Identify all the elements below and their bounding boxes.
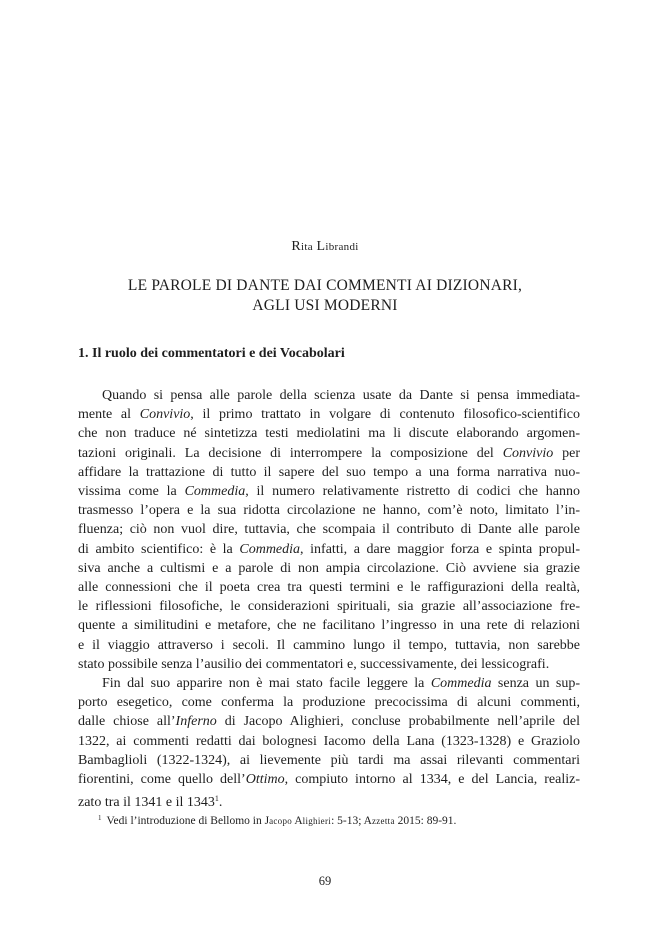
footnote-reference[interactable]: 1 bbox=[214, 794, 219, 804]
text-line: zato tra il 1341 e il 1343$^1$. bbox=[78, 794, 223, 811]
text-line: quente a similitudini e metafore, che ne facilitano l’ingresso in una rete di relazioni bbox=[78, 618, 580, 634]
page-number: 69 bbox=[318, 874, 332, 888]
chapter-title-line: LE PAROLE DI DANTE DAI COMMENTI AI DIZIONARI, bbox=[127, 277, 523, 294]
text-line: siva anche a cultismi e a parole di non ampia circolazione. Ciò avviene sia grazie bbox=[78, 560, 580, 576]
text-line: 1322, ai commenti redatti dai bolognesi Iacomo della Lana (1323-1328) e Graziolo bbox=[78, 733, 580, 749]
text-line: dalle chiose all’Inferno di Jacopo Alighieri, concluse probabilmente nell’aprile del bbox=[78, 714, 580, 730]
work-title: Commedia bbox=[239, 541, 301, 557]
text-line: stato possibile senza l’ausilio dei commentatori e, successivamente, dei lessicografi. bbox=[78, 656, 550, 672]
text-line: trasmesso l’opera e la sua ridotta circolazione ne hanno, com’è noto, limitato l’in- bbox=[78, 503, 580, 519]
work-title: Commedia bbox=[430, 676, 492, 692]
work-title: Ottimo bbox=[245, 772, 285, 788]
text-line: tazioni originali. La decisione di interrompere la composizione del Convivio per bbox=[78, 445, 580, 461]
text-line: che non traduce né sintetizza testi mediolatini ma li discute elaborando argomen- bbox=[78, 426, 580, 442]
work-title: Inferno bbox=[175, 714, 217, 730]
footnote-mark: 1 bbox=[98, 814, 102, 822]
body-text bbox=[78, 386, 580, 812]
text-line: alle connessioni che il poeta crea tra questi termini e le raffigurazioni della realtà, bbox=[78, 580, 580, 596]
author-small-caps: ita bbox=[301, 241, 313, 253]
author-small-caps: ibrandi bbox=[325, 241, 359, 253]
text-line: porto esegetico, come conferma la produzione precocissima di alcuni commenti, bbox=[78, 695, 580, 711]
work-title: Commedia bbox=[184, 484, 246, 500]
text-line: affidare la trattazione di tutto il sapere del suo tempo a una forma narrativa nuo- bbox=[78, 464, 580, 480]
author-initial: L bbox=[316, 239, 326, 254]
text-line: Bambaglioli (1322-1324), ai lievemente più tardi ma assai rilevanti commentari bbox=[78, 752, 580, 768]
footnote: $^1$ Vedi l’introduzione di Bellomo in Jacopo Alighieri: 5-13; Azzetta 2015: 89-91. bbox=[98, 814, 457, 827]
work-title: Convivio bbox=[139, 407, 191, 423]
work-title: Convivio bbox=[502, 445, 554, 461]
text-line: vissima come la Commedia, il numero relativamente ristretto di codici che hanno bbox=[78, 484, 581, 500]
text-line: Quando si pensa alle parole della scienza usate da Dante si pensa immediata- bbox=[102, 388, 580, 403]
author-initial: R bbox=[291, 239, 302, 254]
text-line: Fin dal suo apparire non è mai stato facile leggere la Commedia senza un sup- bbox=[102, 676, 580, 692]
text-line: e il viaggio attraverso i secoli. Il cammino lungo il tempo, tuttavia, non sarebbe bbox=[78, 637, 580, 653]
text-line: fiorentini, come quello dell’Ottimo, compiuto intorno al 1334, e del Lancia, realiz- bbox=[78, 772, 581, 788]
chapter-author bbox=[0, 238, 650, 255]
section-heading: 1. Il ruolo dei commentatori e dei Vocabolari bbox=[78, 346, 345, 361]
text-line: fluenza; ciò non vuol dire, tuttavia, che scompaia il contributo di Dante alle parole bbox=[78, 522, 580, 538]
text-line: le riflessioni filosofiche, le considerazioni spirituali, sia grazie all’associazione fre- bbox=[78, 599, 580, 615]
text-line: mente al Convivio, il primo trattato in volgare di contenuto filosofico-scientifico bbox=[78, 407, 580, 423]
chapter-title-line: AGLI USI MODERNI bbox=[252, 297, 398, 314]
chapter-title bbox=[80, 276, 570, 316]
text-line: di ambito scientifico: è la Commedia, infatti, a dare maggior forza e spinta propul- bbox=[78, 541, 580, 557]
